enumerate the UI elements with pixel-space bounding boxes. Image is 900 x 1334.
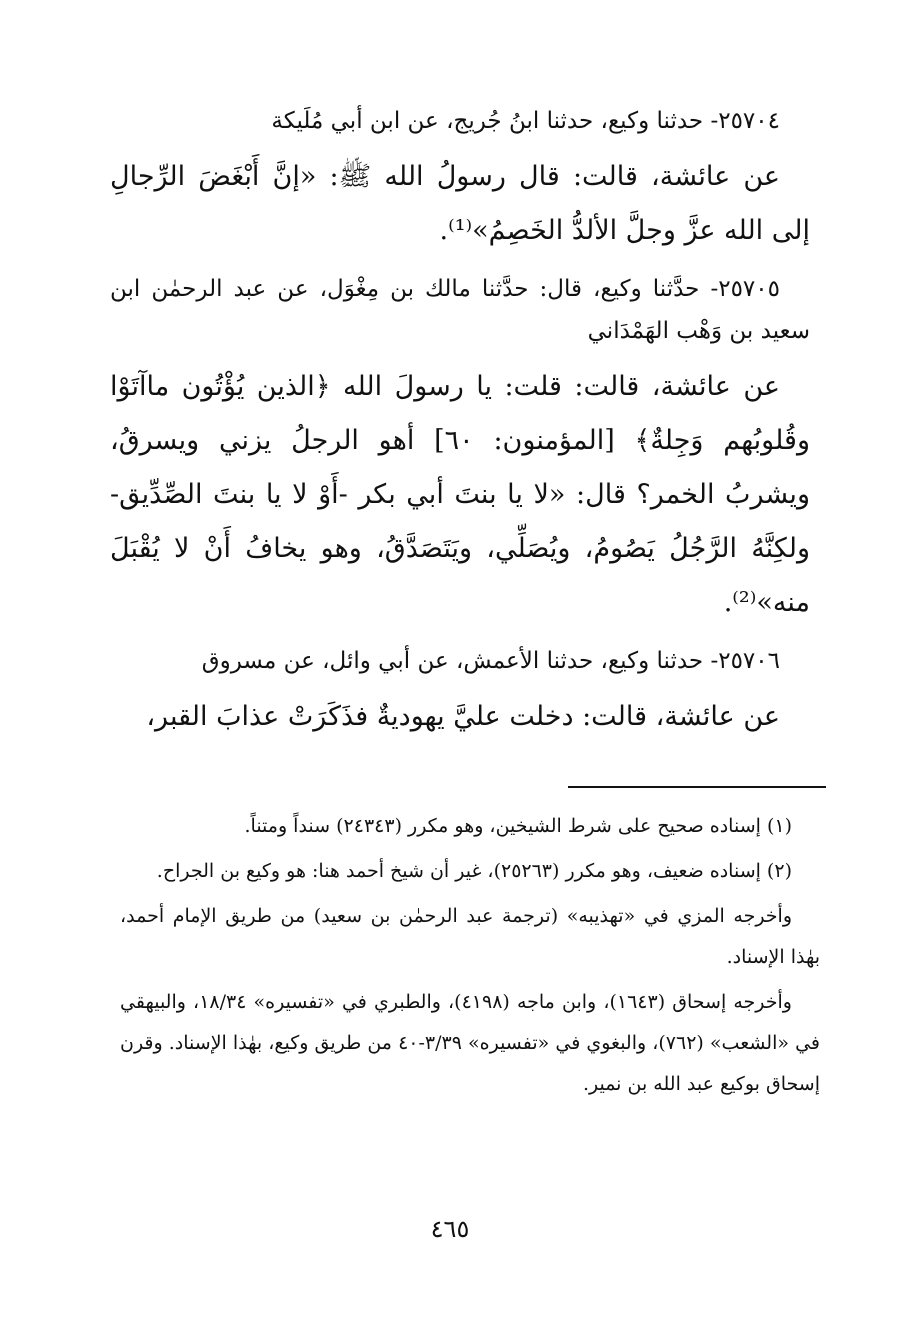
hadith-25706-matn: عن عائشة، قالت: دخلت عليَّ يهوديةٌ فذَكَرَتْ عذابَ القبر، — [146, 701, 780, 732]
hadith-25704-matn: عن عائشة، قالت: قال رسولُ الله ﷺ: «إنَّ أَبْغَضَ الرِّجالِ إلى الله عزَّ وجلَّ الألدُّ الخَصِمُ»⁽¹⁾. — [110, 161, 810, 246]
hadith-25704-isnad: ٢٥٧٠٤- حدثنا وكيع، حدثنا ابنُ جُريج، عن ابن أبي مُلَيكة — [271, 108, 780, 134]
footnote-2-continued-mizzi: وأخرجه المزي في «تهذيبه» (ترجمة عبد الرحمٰن بن سعيد) من طريق الإمام أحمد، بهٰذا الإسناد. — [120, 905, 820, 968]
hadith-25706-isnad: ٢٥٧٠٦- حدثنا وكيع، حدثنا الأعمش، عن أبي وائل، عن مسروق — [201, 648, 780, 674]
footnotes — [120, 806, 820, 1109]
page-number: ٤٦٥ — [430, 1215, 470, 1243]
hadith-25705-matn: عن عائشة، قالت: قلت: يا رسولَ الله ﴿الذين يُؤْتُون ماآتَوْا وقُلوبُهم وَجِلةٌ﴾ [المؤمنون: ٦٠] أهو الرجلُ يزني ويسرقُ، ويشربُ الخمر؟ قال: «لا يا بنتَ أبي بكر -أَوْ لا يا بنتَ الصِّدِّيق- ولكِنَّهُ الرَّجُلُ يَصُومُ، ويُصَلِّي، ويَتَصَدَّقُ، وهو يخافُ أَنْ لا يُقْبَلَ منه»⁽²⁾. — [110, 371, 810, 618]
footnote-1: (١) إسناده صحيح على شرط الشيخين، وهو مكرر (٢٤٣٤٣) سنداً ومتناً. — [244, 815, 792, 837]
footnote-2-continued-sources: وأخرجه إسحاق (١٦٤٣)، وابن ماجه (٤١٩٨)، والطبري في «تفسيره» ١٨/٣٤، والبيهقي في «الشعب» (٧٦٢)، والبغوي في «تفسيره» ٣/٣٩-٤٠ من طريق وكيع، بهٰذا الإسناد. وقرن إسحاق بوكيع عبد الله بن نمير. — [120, 991, 820, 1095]
footnote-separator — [568, 786, 826, 788]
footnote-2: (٢) إسناده ضعيف، وهو مكرر (٢٥٢٦٣)، غير أن شيخ أحمد هنا: هو وكيع بن الجراح. — [156, 860, 792, 882]
page-body — [110, 100, 810, 754]
hadith-25705-isnad: ٢٥٧٠٥- حدَّثنا وكيع، قال: حدَّثنا مالك بن مِغْوَل، عن عبد الرحمٰن ابن سعيد بن وَهْب الهَمْدَاني — [110, 276, 810, 344]
